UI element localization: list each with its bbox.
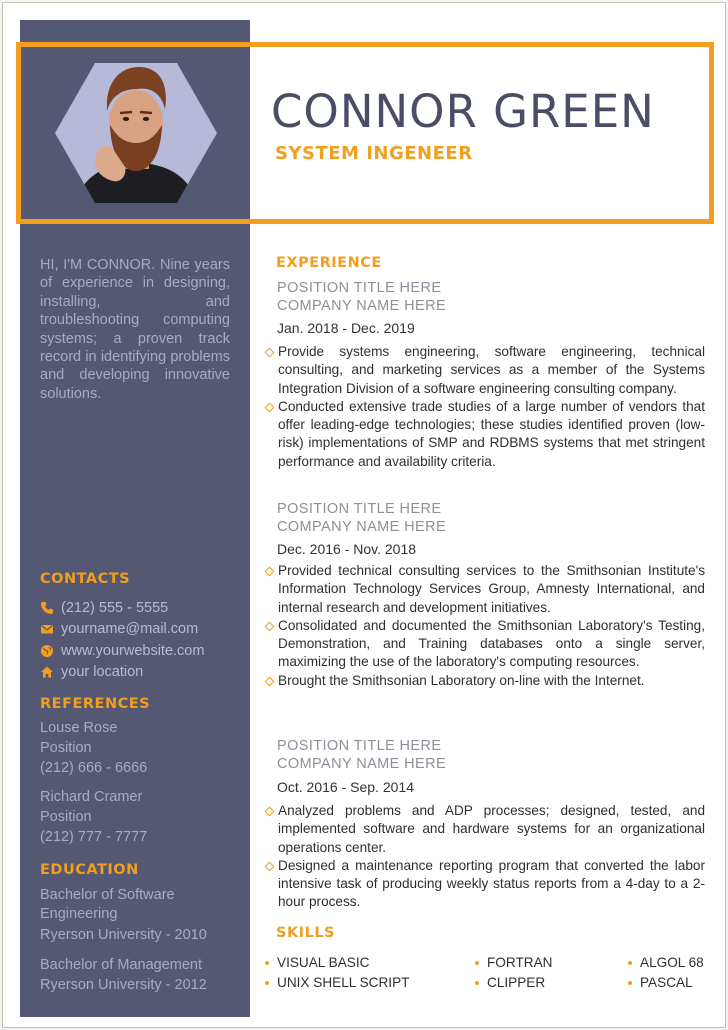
list-item: Provide systems engineering, software engineering, technical consulting, and marketing services as a member of the Systems Integration Division of a software engineering consulting company. — [265, 343, 705, 398]
skill-item: PASCAL — [628, 975, 693, 990]
skill-item: FORTRAN — [475, 955, 552, 970]
skill-item: UNIX SHELL SCRIPT — [265, 975, 409, 990]
phone-icon — [40, 601, 54, 615]
job-position: POSITION TITLE HERE — [277, 280, 442, 296]
contact-email-text: yourname@mail.com — [61, 621, 199, 637]
job-company: COMPANY NAME HERE — [277, 298, 447, 314]
home-icon — [40, 665, 54, 679]
education-heading: EDUCATION — [40, 862, 139, 878]
list-item: Designed a maintenance reporting program that converted the labor intensive task of producing weekly status reports from a 4-day to a 2-hour process. — [265, 857, 705, 912]
job-position: POSITION TITLE HERE — [277, 738, 442, 754]
job-dates: Oct. 2016 - Sep. 2014 — [277, 779, 414, 795]
job-bullets — [265, 562, 705, 690]
resume-page — [2, 2, 726, 1028]
candidate-name: CONNOR GREEN — [271, 85, 655, 138]
intro-text: HI, I'M CONNOR. Nine years of experience in designing, installing, and troubleshooting computing systems; a proven track record in identifying problems and developing innovative solutions. — [40, 257, 230, 402]
contact-phone — [40, 598, 168, 618]
reference-name: Richard Cramer — [40, 789, 143, 805]
skill-item: ALGOL 68 — [628, 955, 704, 970]
list-item: Analyzed problems and ADP processes; designed, tested, and implemented software and hardware systems for an organizational operations center. — [265, 802, 705, 857]
job-company: COMPANY NAME HERE — [277, 519, 447, 535]
education-degree: Engineering — [40, 906, 118, 922]
contact-website-text: www.yourwebsite.com — [61, 643, 205, 659]
list-item: Provided technical consulting services to the Smithsonian Institute's Information Technology Services Group, Amnesty International, and internal research and development initiatives. — [265, 562, 705, 617]
job-dates: Jan. 2018 - Dec. 2019 — [277, 320, 415, 336]
contact-website[interactable] — [40, 641, 204, 661]
job-position: POSITION TITLE HERE — [277, 501, 442, 517]
skill-item: CLIPPER — [475, 975, 545, 990]
contact-phone-text: (212) 555 - 5555 — [61, 600, 169, 616]
education-degree: Bachelor of Management — [40, 957, 203, 973]
education-school: Ryerson University - 2010 — [40, 927, 207, 943]
reference-name: Louse Rose — [40, 720, 118, 736]
contact-email[interactable] — [40, 619, 198, 639]
list-item: Consolidated and documented the Smithsonian Laboratory's Testing, Demonstration, and Training databases onto a single server, maximizing the use of the laboratory's computing resources. — [265, 617, 705, 672]
list-item: Conducted extensive trade studies of a large number of vendors that offer leading-edge technologies; these studies identified proven (low-risk) implementations of SMP and RDBMS systems that met stringent performance and availability criteria. — [265, 398, 705, 471]
skill-item: VISUAL BASIC — [265, 955, 369, 970]
education-school: Ryerson University - 2012 — [40, 977, 207, 993]
job-bullets — [265, 802, 705, 912]
job-dates: Dec. 2016 - Nov. 2018 — [277, 541, 417, 557]
contacts-heading: CONTACTS — [40, 571, 131, 587]
job-company: COMPANY NAME HERE — [277, 756, 447, 772]
reference-phone: (212) 777 - 7777 — [40, 829, 148, 845]
references-heading: REFERENCES — [40, 696, 151, 712]
job-title: SYSTEM INGENEER — [275, 143, 473, 164]
reference-position: Position — [40, 740, 92, 756]
skills-heading: SKILLS — [276, 925, 335, 941]
education-degree: Bachelor of Software — [40, 887, 175, 903]
contact-location-text: your location — [61, 664, 144, 680]
experience-heading: EXPERIENCE — [276, 255, 382, 271]
contact-location — [40, 662, 143, 682]
reference-phone: (212) 666 - 6666 — [40, 760, 148, 776]
list-item: Brought the Smithsonian Laboratory on-line with the Internet. — [265, 672, 705, 690]
globe-icon — [40, 644, 54, 658]
mail-icon — [40, 622, 54, 636]
job-bullets — [265, 343, 705, 471]
reference-position: Position — [40, 809, 92, 825]
